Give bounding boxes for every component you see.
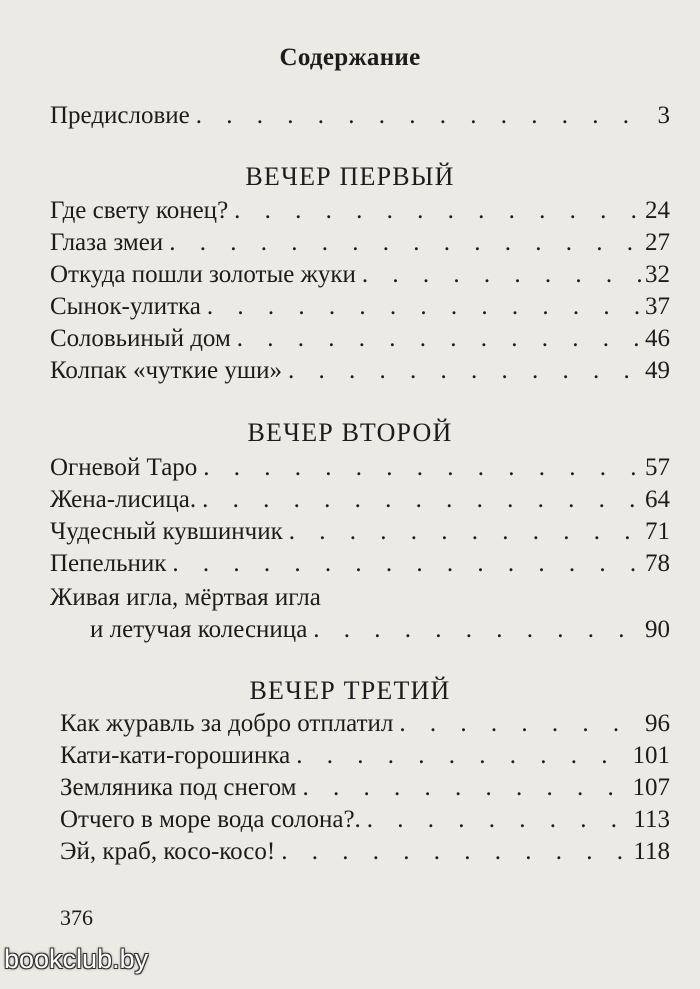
toc-entry-title: Земляника под снегом bbox=[60, 774, 297, 801]
toc-entry-page: 3 bbox=[657, 102, 670, 129]
toc-entry-title: Сынок-улитка bbox=[50, 293, 201, 320]
toc-entry-title: Соловьиный дом bbox=[50, 325, 231, 352]
toc-entry-page: 96 bbox=[645, 710, 670, 737]
toc-entry bbox=[50, 195, 670, 227]
dot-leader bbox=[166, 548, 641, 580]
section-heading-third: ВЕЧЕР ТРЕТИЙ bbox=[249, 676, 451, 705]
toc-entry-preface bbox=[50, 100, 670, 132]
toc-entry-page: 78 bbox=[645, 550, 670, 577]
dot-leader bbox=[228, 195, 641, 227]
dot-leader bbox=[307, 614, 641, 646]
page-title: Содержание bbox=[279, 44, 421, 71]
toc-entry-page: 32 bbox=[645, 261, 670, 288]
toc-entry-page: 118 bbox=[633, 838, 670, 865]
toc-entry bbox=[50, 227, 670, 259]
dot-leader bbox=[296, 772, 628, 804]
dot-leader bbox=[275, 836, 629, 868]
dot-leader bbox=[290, 740, 628, 772]
watermark: bookclub.by bbox=[4, 944, 149, 974]
toc-entry-page: 57 bbox=[645, 454, 670, 481]
toc-entry bbox=[50, 452, 670, 484]
dot-leader bbox=[163, 227, 641, 259]
toc-entry bbox=[50, 323, 670, 355]
toc-entry-page: 46 bbox=[645, 325, 670, 352]
toc-entry bbox=[50, 516, 670, 548]
toc-entry bbox=[90, 614, 670, 646]
dot-leader bbox=[356, 259, 641, 291]
toc-entry bbox=[50, 355, 670, 387]
toc-entry bbox=[50, 259, 670, 291]
dot-leader bbox=[197, 452, 641, 484]
toc-entry-title: Как журавль за добро отплатил bbox=[60, 710, 394, 737]
toc-entry-page: 101 bbox=[632, 742, 670, 769]
toc-entry-page: 64 bbox=[645, 486, 670, 513]
toc-entry-page: 90 bbox=[645, 616, 670, 643]
toc-entry-title: Пепельник bbox=[50, 550, 167, 577]
page-number: 376 bbox=[60, 905, 93, 930]
dot-leader bbox=[361, 804, 630, 836]
toc-entry bbox=[60, 708, 670, 740]
toc-entry bbox=[60, 772, 670, 804]
toc-entry bbox=[50, 484, 670, 516]
dot-leader bbox=[282, 355, 641, 387]
toc-entry-title: Жена-лисица. bbox=[50, 486, 197, 513]
toc-entry-page: 27 bbox=[645, 229, 670, 256]
toc-entry bbox=[60, 804, 670, 836]
toc-entry-title: Огневой Таро bbox=[50, 454, 198, 481]
toc-entry bbox=[60, 740, 670, 772]
toc-entry-page: 107 bbox=[632, 774, 670, 801]
dot-leader bbox=[190, 100, 654, 132]
dot-leader bbox=[196, 484, 641, 516]
toc-entry-page: 113 bbox=[633, 806, 670, 833]
dot-leader bbox=[201, 291, 641, 323]
section-heading-second: ВЕЧЕР ВТОРОЙ bbox=[247, 418, 453, 447]
toc-entry-title: Отчего в море вода солона?. bbox=[60, 806, 361, 833]
toc-entry-page: 49 bbox=[645, 357, 670, 384]
toc-entry-title: Эй, краб, косо-косо! bbox=[60, 838, 276, 865]
section-heading-first: ВЕЧЕР ПЕРВЫЙ bbox=[245, 162, 455, 191]
toc-entry-title-line2: и летучая колесница bbox=[90, 616, 308, 643]
toc-entry-title: Предисловие bbox=[50, 102, 190, 129]
toc-entry-page: 37 bbox=[645, 293, 670, 320]
dot-leader bbox=[231, 323, 641, 355]
dot-leader bbox=[393, 708, 641, 740]
toc-entry-title-line1: Живая игла, мёртвая игла bbox=[50, 584, 321, 611]
toc-entry-title: Колпак «чуткие уши» bbox=[50, 357, 282, 384]
toc-entry-title: Где свету конец? bbox=[50, 197, 229, 224]
toc-entry bbox=[60, 836, 670, 868]
toc-entry-title: Чудесный кувшинчик bbox=[50, 518, 283, 545]
toc-entry bbox=[50, 548, 670, 580]
dot-leader bbox=[283, 516, 641, 548]
toc-entry-page: 24 bbox=[645, 197, 670, 224]
toc-entry-title: Кати-кати-горошинка bbox=[60, 742, 291, 769]
toc-entry-page: 71 bbox=[645, 518, 670, 545]
toc-entry bbox=[50, 291, 670, 323]
toc-entry-title: Откуда пошли золотые жуки bbox=[50, 261, 356, 288]
toc-entry-title: Глаза змеи bbox=[50, 229, 164, 256]
